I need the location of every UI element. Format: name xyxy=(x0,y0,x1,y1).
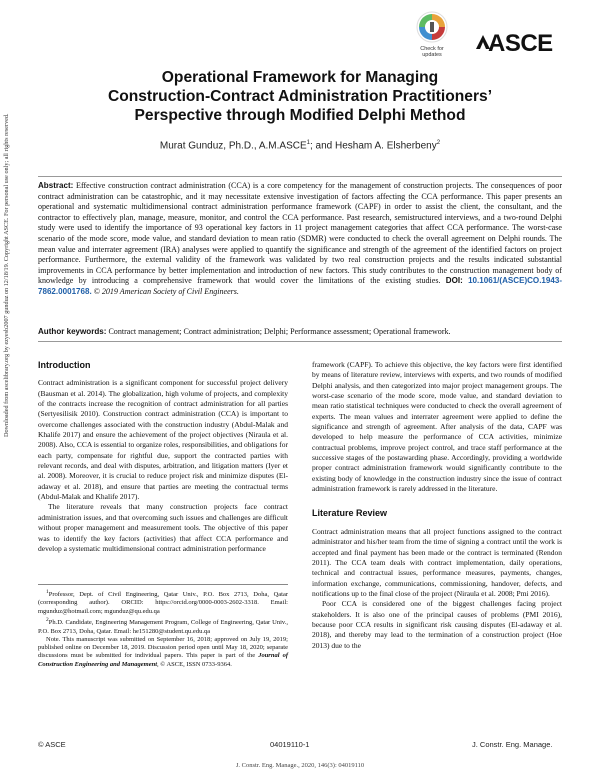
lit-paragraph-1: Contract administration means that all project functions assigned to the contract administrator and his/her team from the time of signing a contract until the work is accepted and final payment has been made or the contract is terminated (Rendon 2011). The CCA team deals with contract implementation, daily operations, technical and contractual issues, performance measures, payments, changes, information exchange, communications, commissioning, handover, defects, and notifications up to the final close of the project (Niraula et al. 2008; Pmi 2016). xyxy=(312,526,562,598)
manuscript-note: Note. This manuscript was submitted on September 16, 2018; approved on July 19, 2019; published online on December 18, 2019. Discussion period open until May 18, 2020; separate discussions must be submitted for individual papers. This paper is part of the xyxy=(38,635,288,660)
abstract xyxy=(38,181,562,298)
paper-title xyxy=(60,68,540,125)
left-column xyxy=(38,360,288,554)
keywords-bottom-rule xyxy=(38,341,562,342)
author-line: Murat Gunduz, Ph.D., A.M.ASCE$^1$; and Hesham A. Elsherbeny$^2$ xyxy=(159,140,441,152)
right-column xyxy=(312,360,562,651)
footer-page-id: 04019110-1 xyxy=(270,740,310,749)
author-2: Hesham A. Elsherbeny xyxy=(335,140,437,152)
literature-review-heading: Literature Review xyxy=(312,508,388,519)
intro-heading: Introduction xyxy=(38,360,91,370)
footer-journal: J. Constr. Eng. Manage. xyxy=(472,740,553,749)
keywords-text: Contract management; Contract administration; Delphi; Performance assessment; Operational framework. xyxy=(108,327,451,336)
copyright-line: © 2019 American Society of Civil Engineers. xyxy=(93,286,239,296)
footnote-rule xyxy=(38,584,288,585)
download-notice-sidebar: Downloaded from ascelibrary.org by ezyesb2007 gunduz on 12/18/19. Copyright ASCE. For personal use only; all rights reserved. xyxy=(3,113,10,437)
title-line-2: Construction-Contract Administration Practitioners’ xyxy=(107,88,493,105)
crossmark-label: Check for updates xyxy=(420,46,444,58)
lit-paragraph-2: Poor CCA is considered one of the biggest challenges facing project stakeholders. It is also one of the principal causes of problems (PMI 2016), because poor CCA results in significant risk causing disputes (El-adaway et al. 2018), and thereby may lead to the termination of a construction project (Hoe 2013) due to the xyxy=(312,599,562,650)
doi-link[interactable]: 10.1061/(ASCE)CO.1943-7862.0001768. xyxy=(38,276,563,296)
intro-paragraph-2: The literature reveals that many construction projects face contract administration issues, and that overcoming such issues and challenges are difficult without proper management and measurement tools. The objective of this paper was to identify the key factors (activities) that affect CCA performance and develop a systematic multidimensional contract administration performance xyxy=(38,502,288,553)
crossmark-icon xyxy=(415,10,449,46)
doi-label: DOI: xyxy=(445,276,463,286)
intro-continued: framework (CAPF). To achieve this objective, the key factors were first identified by means of literature review, interviews with experts, and two rounds of modified Delphi analysis, and then categorized into major project management groups. The worst-case scenario of the mode score, mode value, and standard deviation to mean ratio statistical techniques were conducted to check the overall agreement of experts. The mean values and interrater agreement were applied to define the significance and strength of agreement. After analysis of the data, CAPF was developed to help measure the performance of CCA activities, minimize contractual problems, improve project control, and trace staff performance at the successive stages of the postawarding phase. Accordingly, providing a worldwide proper contract administration framework would significantly contribute to the existing body of knowledge in the construction industry since the issue of contract administration framework is rarely addressed in the literature. xyxy=(312,360,562,494)
keywords-label: Author keywords: xyxy=(38,327,107,336)
intro-paragraph-1: Contract administration is a significant component for successful project delivery (Bausman et al. 2014). The globalization, high volume of projects, and complexity of the contracts increase the recognition of contract administration for all parties (Sertyesilisik 2010). Construction contract administration (CCA) is important to overcome challenges associated with the construction industry (Abdul-Malak and Khalife 2017) and ensure the achievement of the project objectives (Niraula et al. 2008). Also, CCA is essential to organize roles, responsibilities, and obligations for each party, compensate for rightful due, support the contracted parties with relevant records, and deal with disputes, arbitration, and litigation matters (Iyer et al. 2008). Moreover, it is crucial to reduce project risk and minimize disputes (El-adaway et al. 2018), and ensure that parties are meeting the contractual terms (Abdul-Malak and Khalife 2017). xyxy=(38,378,288,502)
title-line-3: Perspective through Modified Delphi Method xyxy=(134,107,466,124)
footnote-2: Ph.D. Candidate, Engineering Management Program, College of Engineering, Qatar Univ., P.O. Box 2713, Doha, Qatar. Email: he151280@student.qu.edu.qa xyxy=(38,619,288,635)
asce-logo: ASCE xyxy=(478,30,560,56)
footnote-1: Professor, Dept. of Civil Engineering, Qatar Univ., P.O. Box 2713, Doha, Qatar (corresponding author). ORCID: https://orcid.org/0000-0003-2602-3318. Email: mgunduz@hotmail.com; mgunduz@qu.edu.qa xyxy=(38,591,288,615)
abstract-text: Effective construction contract administration (CCA) is a core competency for the management of construction projects. The consequences of poor contract administration can be catastrophic, and it may necessitate extensive investigation of factors affecting the CCA performance. This paper presents an operational and systematic multidimensional contract administration performance framework (CAPF) in order to assist the client, the consultant, and the contractor to effectively plan, manage, measure, monitor, and control the CCA performance. Past research, semistructured interviews, and a two-round Delphi study were used to identify the importance of 93 operational key factors in 11 project management categories that affect CCA performance. The worst-case scenario of the mode score, mode value, and standard deviation to mean ratio (SDMR) were conducted to check the overall agreement on Delphi rounds. The mean value and interrater agreement (IRA) analyses were applied to quantify the significance and strength of the agreement of the identified factors on project performance. Furthermore, the external validity of the framework was validated by two real construction projects and the results indicated substantial improvements in CCA performance by better implementation and introduction of new factors. This study contributes to the construction management body of knowledge by introducing a comprehensive framework that would cover the limitations of the existing studies. xyxy=(38,181,563,286)
bottom-citation: J. Constr. Eng. Manage., 2020, 146(3): 04019110 xyxy=(235,762,365,769)
footer-copyright: © ASCE xyxy=(38,740,66,749)
author-keywords xyxy=(38,327,562,336)
footnotes: $^1$Professor, Dept. of Civil Engineering, Qatar Univ., P.O. Box 2713, Doha, Qatar (corresponding author). ORCID: https://orcid.org/0000-0003-2602-3318. Email: mgunduz@hotmail.com; mgunduz@qu.edu.qa $^2$Ph.D. Candidate, Engineering Management Program, College of Engineering, Qatar Univ., P.O. Box 2713, Doha, Qatar. Email: he151280@student.qu.edu.qa Note. This manuscript was submitted on September 16, 2018; approved on July 19, 2019; published online on December 18, 2019. Discussion period open until May 18, 2020; separate discussions must be submitted for individual papers. This paper is part of the Journal of Construction Engineering and Management, © ASCE, ISSN 0733-9364. xyxy=(38,589,288,668)
journal-name: Journal of Construction Engineering and Management xyxy=(38,652,288,668)
abstract-top-rule xyxy=(38,176,562,177)
author-1: Murat Gunduz, Ph.D., A.M.ASCE xyxy=(159,140,307,152)
abstract-label: Abstract: xyxy=(38,181,74,190)
title-line-1: Operational Framework for Managing xyxy=(161,69,439,86)
